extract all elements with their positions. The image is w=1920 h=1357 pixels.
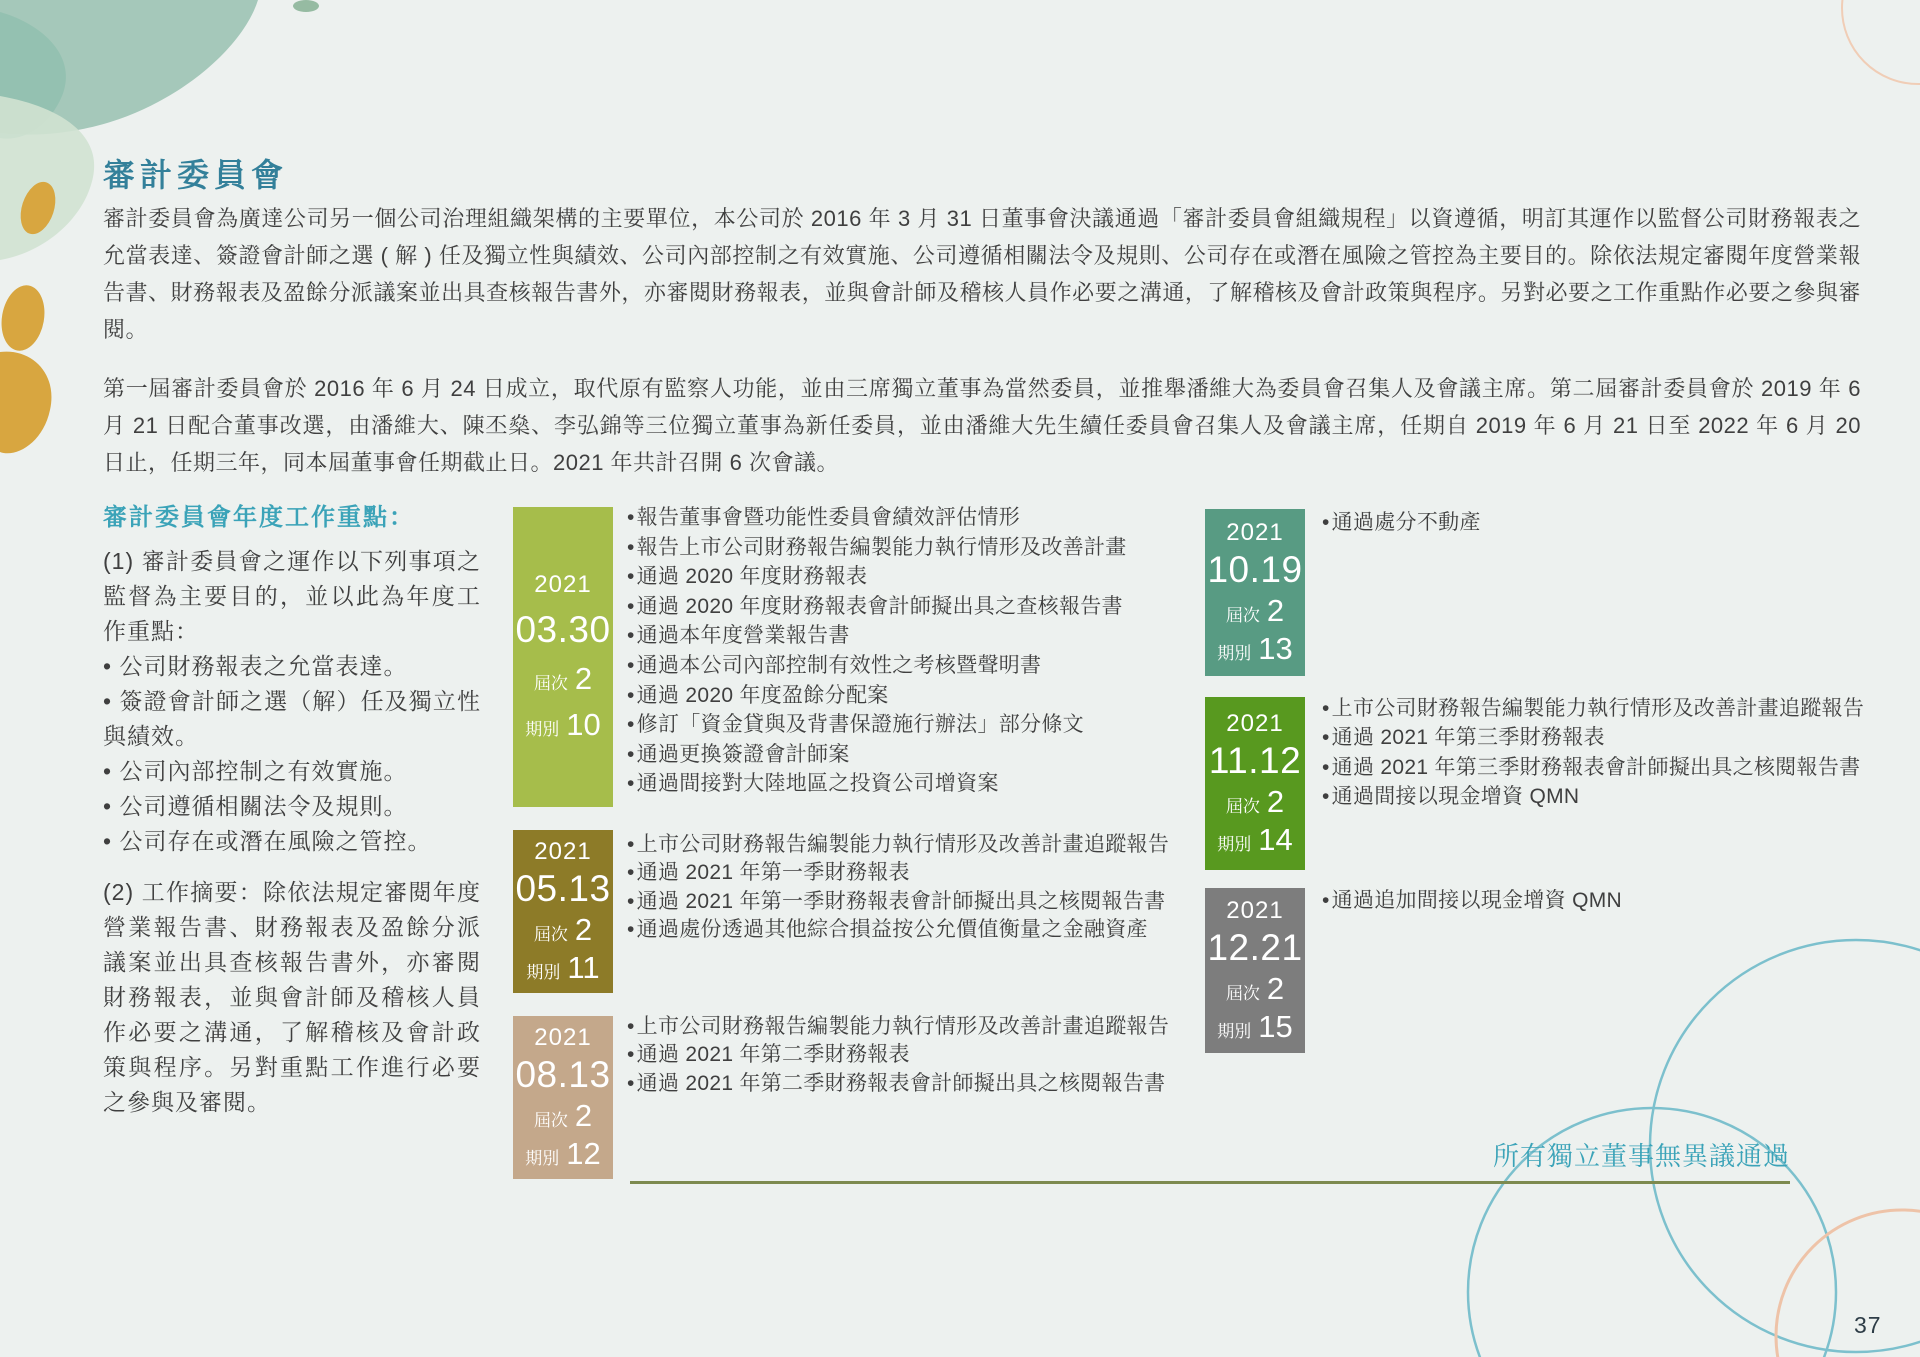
meeting-year: 2021 xyxy=(1226,896,1284,924)
leaf-mark xyxy=(293,0,319,12)
agenda-item: • 通過間接對大陸地區之投資公司增資案 xyxy=(627,769,1187,799)
session-label: 期別 xyxy=(525,1148,560,1168)
term-number: 2 xyxy=(1266,970,1285,1006)
meeting-date-block-0813 xyxy=(513,1016,613,1179)
mustard-blob xyxy=(0,352,51,454)
agenda-item: • 通過 2021 年第三季財務報表 xyxy=(1322,723,1887,752)
work-focus-item-2: (2) 工作摘要：除依法規定審閱年度營業報告書、財務報表及盈餘分派議案並出具查核報告書外，亦審閱財務報表，並與會計師及稽核人員作必要之溝通，了解稽核及會計政策與程序。另對重點工作進行必要之參與及審閱。 xyxy=(103,879,481,1115)
agenda-item: • 上市公司財務報告編製能力執行情形及改善計畫追蹤報告 xyxy=(627,831,1187,859)
agenda-item: • 通過追加間接以現金增資 QMN xyxy=(1322,886,1882,915)
meeting-year: 2021 xyxy=(1226,709,1284,737)
agenda-item: • 上市公司財務報告編製能力執行情形及改善計畫追蹤報告 xyxy=(627,1013,1187,1041)
agenda-item: • 通過 2021 年第二季財務報表 xyxy=(627,1041,1187,1069)
agenda-item: • 通過間接以現金增資 QMN xyxy=(1322,782,1887,811)
meeting-date-block-1112 xyxy=(1205,697,1305,870)
session-label: 期別 xyxy=(1217,834,1252,854)
session-number: 11 xyxy=(567,949,600,985)
meeting-date: 08.13 xyxy=(515,1053,611,1095)
meeting-term-row xyxy=(534,1098,592,1134)
agenda-item: • 通過 2020 年度財務報表 xyxy=(627,562,1187,592)
agenda-item: • 通過 2020 年度盈餘分配案 xyxy=(627,681,1187,711)
session-number: 15 xyxy=(1258,1008,1293,1044)
agenda-list-1019 xyxy=(1322,508,1882,537)
meeting-term-row xyxy=(534,661,592,697)
meeting-date: 11.12 xyxy=(1208,739,1302,781)
meeting-session-row xyxy=(525,1136,600,1172)
agenda-item: • 通過 2021 年第一季財務報表 xyxy=(627,859,1187,887)
agenda-item: • 報告董事會暨功能性委員會績效評估情形 xyxy=(627,503,1187,533)
term-label: 屆次 xyxy=(533,924,568,944)
work-focus-column xyxy=(103,500,481,1120)
meeting-date-block-0513 xyxy=(513,830,613,993)
page-number: 37 xyxy=(1854,1312,1882,1338)
meeting-date-block-1019 xyxy=(1205,509,1305,676)
session-number: 12 xyxy=(566,1135,601,1171)
meeting-term-row xyxy=(1226,971,1284,1007)
agenda-list-0513 xyxy=(627,831,1187,945)
work-focus-heading: 審計委員會年度工作重點： xyxy=(103,504,415,531)
session-label: 期別 xyxy=(525,720,560,739)
meeting-term-row xyxy=(534,912,592,948)
ring-peach-top xyxy=(1842,0,1920,84)
term-number: 2 xyxy=(574,911,593,947)
agenda-item: • 報告上市公司財務報告編製能力執行情形及改善計畫 xyxy=(627,533,1187,563)
meeting-session-row xyxy=(526,950,599,986)
agenda-item: • 通過 2021 年第一季財務報表會計師擬出具之核閱報告書 xyxy=(627,888,1187,916)
work-focus-bullet: • 公司內部控制之有效實施。 xyxy=(103,754,481,789)
agenda-item: • 上市公司財務報告編製能力執行情形及改善計畫追蹤報告 xyxy=(1322,694,1887,723)
agenda-item: • 修訂「資金貸與及背書保證施行辦法」部分條文 xyxy=(627,710,1187,740)
agenda-list-1112 xyxy=(1322,694,1887,812)
meeting-session-row xyxy=(1217,631,1292,667)
ring-peach xyxy=(1776,1210,1920,1357)
mustard-dot-2 xyxy=(0,282,49,354)
page-title: 審計委員會 xyxy=(103,157,289,193)
session-label: 期別 xyxy=(1217,643,1252,663)
intro-paragraph-2: 第一屆審計委員會於 2016 年 6 月 24 日成立，取代原有監察人功能，並由三席獨立董事為當然委員，並推舉潘維大為委員會召集人及會議主席。第二屆審計委員會於 2019 年 6 月 21 日配合董事改選，由潘維大、陳丕燊、李弘錦等三位獨立董事為新任委員，並由潘維大先生續任委員會召集人及會議主席，任期自 2019 年 6 月 21 日至 2022 年 6 月 20 日止，任期三年，同本屆董事會任期截止日。2021 年共計召開 6 次會議。 xyxy=(103,376,1861,475)
agenda-item: • 通過 2021 年第二季財務報表會計師擬出具之核閱報告書 xyxy=(627,1070,1187,1098)
agenda-list-0330 xyxy=(627,503,1187,799)
term-number: 2 xyxy=(1266,783,1285,819)
term-number: 2 xyxy=(1266,592,1285,628)
meeting-date: 03.30 xyxy=(515,609,611,650)
meeting-date-block-0330 xyxy=(513,507,613,807)
agenda-item: • 通過 2020 年度財務報表會計師擬出具之查核報告書 xyxy=(627,592,1187,622)
term-label: 屆次 xyxy=(533,1110,568,1130)
agenda-item: • 通過本公司內部控制有效性之考核暨聲明書 xyxy=(627,651,1187,681)
work-focus-bullet: • 公司財務報表之允當表達。 xyxy=(103,649,481,684)
agenda-list-0813 xyxy=(627,1013,1187,1098)
meeting-year: 2021 xyxy=(534,571,592,598)
meeting-date: 10.19 xyxy=(1207,548,1303,590)
term-label: 屆次 xyxy=(1225,796,1260,816)
term-label: 屆次 xyxy=(1225,605,1260,625)
agenda-item: • 通過本年度營業報告書 xyxy=(627,621,1187,651)
footer-approval-note: 所有獨立董事無異議通過 xyxy=(1492,1141,1790,1171)
work-focus-bullet: • 公司遵循相關法令及規則。 xyxy=(103,789,481,824)
agenda-item: • 通過更換簽證會計師案 xyxy=(627,740,1187,770)
meeting-year: 2021 xyxy=(534,837,592,865)
meeting-year: 2021 xyxy=(1226,518,1284,546)
session-number: 10 xyxy=(566,707,601,742)
meeting-session-row xyxy=(1217,822,1292,858)
meeting-term-row xyxy=(1226,784,1284,820)
term-number: 2 xyxy=(574,661,593,696)
footer-divider-line xyxy=(630,1181,1790,1184)
work-focus-bullet: • 公司存在或潛在風險之管控。 xyxy=(103,824,481,859)
agenda-list-1221 xyxy=(1322,886,1882,915)
meeting-date-block-1221 xyxy=(1205,888,1305,1053)
term-number: 2 xyxy=(574,1097,593,1133)
agenda-item: • 通過 2021 年第三季財務報表會計師擬出具之核閱報告書 xyxy=(1322,753,1887,782)
meeting-session-row xyxy=(525,707,600,743)
session-number: 14 xyxy=(1258,821,1293,857)
meeting-term-row xyxy=(1226,593,1284,629)
agenda-item: • 通過處份透過其他綜合損益按公允價值衡量之金融資產 xyxy=(627,916,1187,944)
session-label: 期別 xyxy=(1217,1021,1252,1041)
work-focus-item-1: (1) 審計委員會之運作以下列事項之監督為主要目的，並以此為年度工作重點： xyxy=(103,548,481,644)
meeting-date: 05.13 xyxy=(515,867,611,909)
meeting-session-row xyxy=(1217,1009,1292,1045)
agenda-item: • 通過處分不動產 xyxy=(1322,508,1882,537)
meeting-date: 12.21 xyxy=(1207,926,1303,968)
term-label: 屆次 xyxy=(533,674,568,693)
work-focus-bullet: • 簽證會計師之選（解）任及獨立性與績效。 xyxy=(103,684,481,754)
session-number: 13 xyxy=(1258,630,1293,666)
intro-paragraph-1: 審計委員會為廣達公司另一個公司治理組織架構的主要單位，本公司於 2016 年 3 月 31 日董事會決議通過「審計委員會組織規程」以資遵循，明訂其運作以監督公司財務報表之允當表達、簽證會計師之選 ( 解 ) 任及獨立性與績效、公司內部控制之有效實施、公司遵循相關法令及規則、公司存在或潛在風險之管控為主要目的。除依法規定審閱年度營業報告書、財務報表及盈餘分派議案並出具查核報告書外，亦審閱財務報表，並與會計師及稽核人員作必要之溝通，了解稽核及會計政策與程序。另對必要之工作重點作必要之參與審閱。 xyxy=(103,206,1861,342)
meeting-year: 2021 xyxy=(534,1023,592,1051)
session-label: 期別 xyxy=(526,962,561,982)
term-label: 屆次 xyxy=(1225,983,1260,1003)
